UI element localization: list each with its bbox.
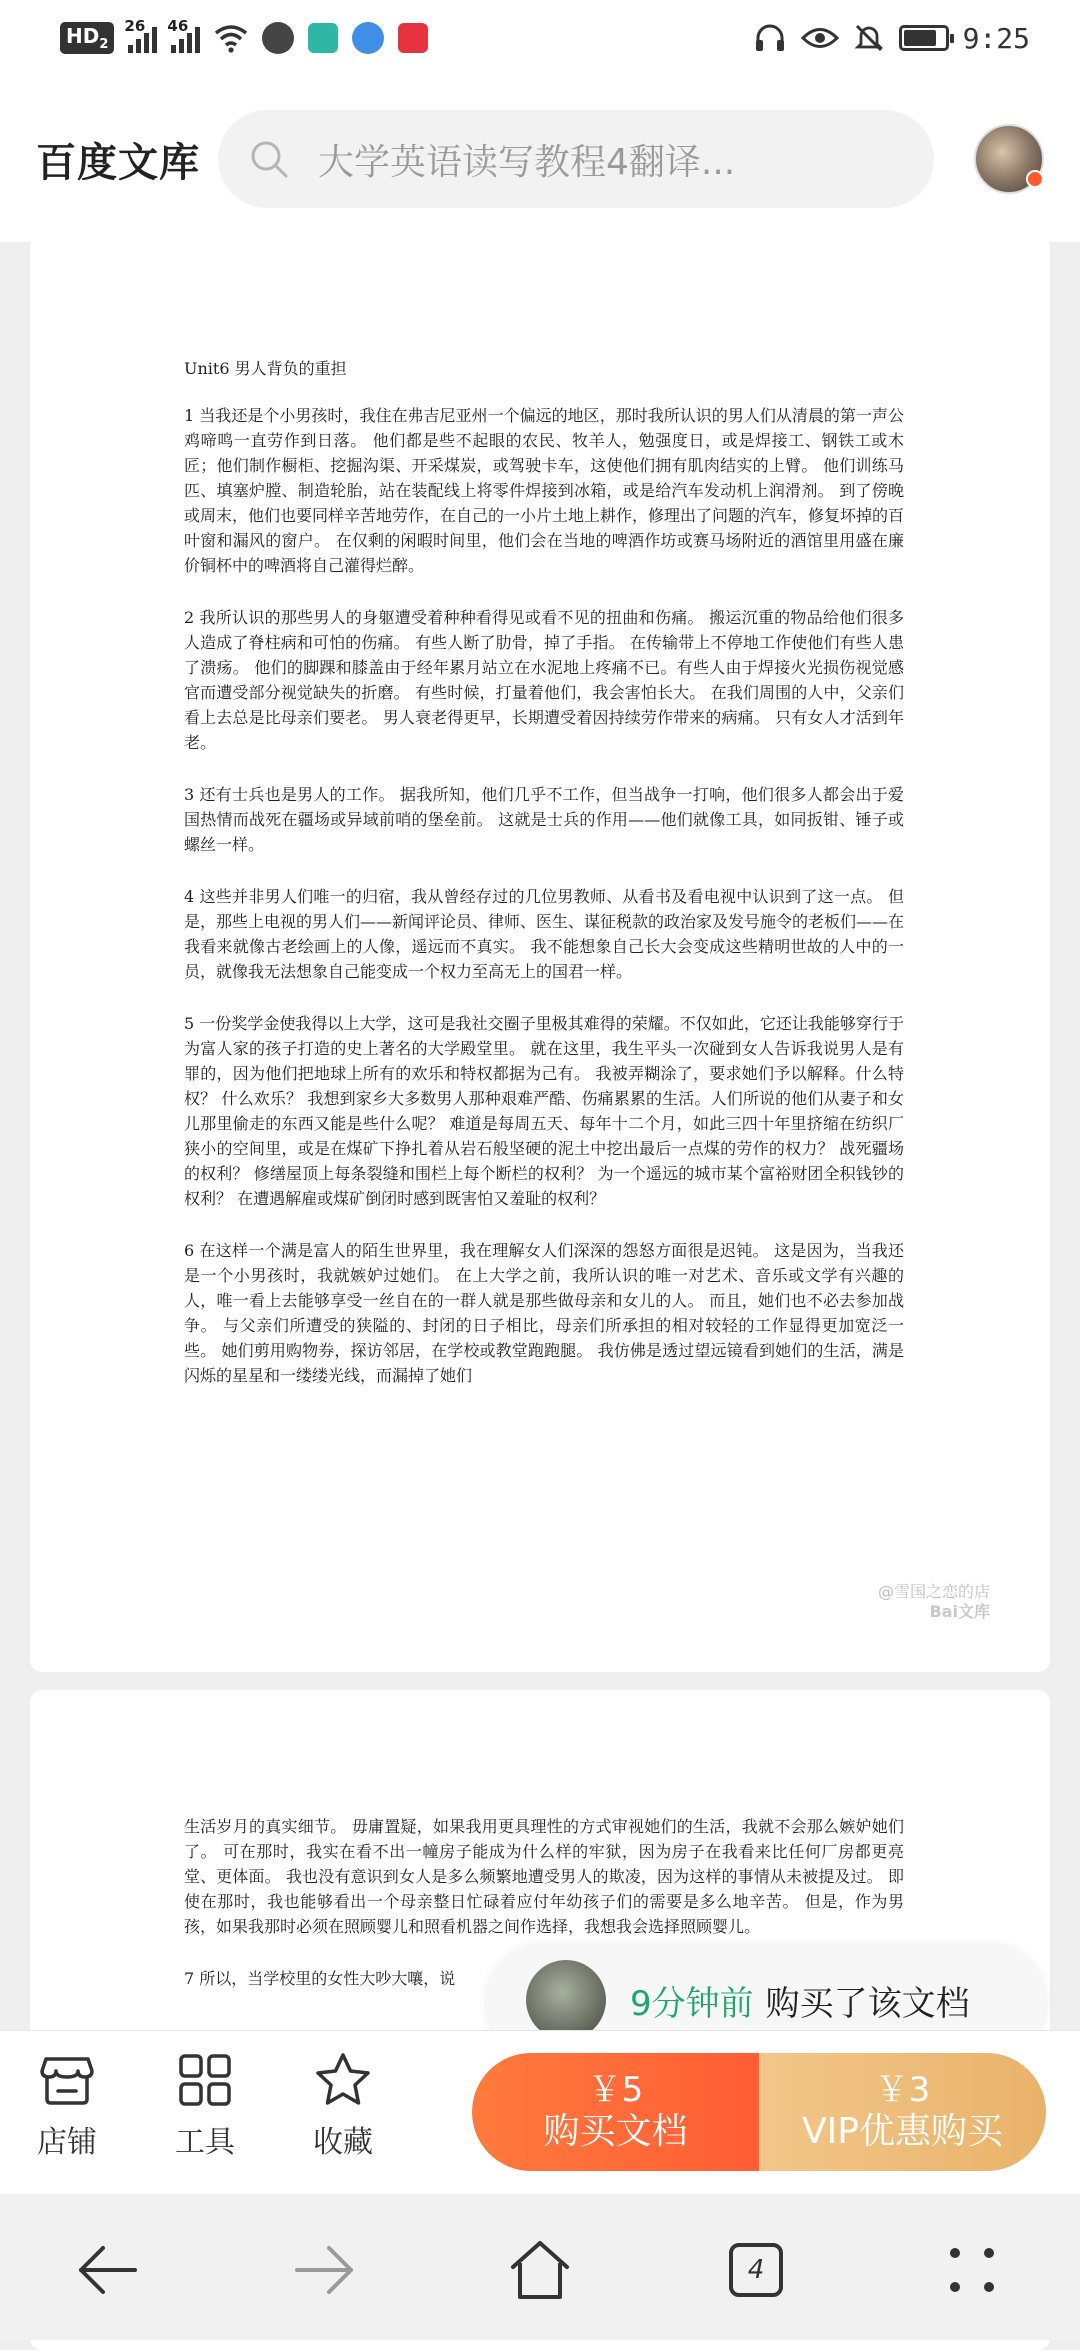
status-bar [0, 0, 1080, 76]
buy-label: 购买文档 [543, 2111, 688, 2152]
shop-icon [38, 2051, 96, 2109]
grid-icon [176, 2051, 234, 2109]
search-bar[interactable] [218, 110, 934, 208]
paragraph-3: 3 还有士兵也是男人的工作。 据我所知，他们几乎不工作，但当战争一打响，他们很多人都会出于爱国热情而战死在疆场或异域前哨的堡垒前。 这就是士兵的作用——他们就像工具，如同扳钳、锤子或螺丝一样。 [184, 785, 904, 854]
watermark [878, 1582, 990, 1622]
header [0, 76, 1080, 242]
star-icon [314, 2051, 372, 2109]
back-button[interactable] [72, 2234, 144, 2306]
bell-off-icon [853, 22, 885, 54]
tencent-app-icon [308, 23, 338, 53]
search-icon [248, 138, 290, 180]
status-left [60, 17, 428, 54]
ball-app-icon [352, 22, 384, 54]
vip-label: VIP优惠购买 [802, 2111, 1003, 2152]
paragraph-2: 2 我所认识的那些男人的身躯遭受着种种看得见或看不见的扭曲和伤痛。 搬运沉重的物品给他们很多人造成了脊柱病和可怕的伤痛。 有些人断了肋骨，掉了手指。 在传输带上不停地工作使他们有些人患了溃疡。 他们的脚踝和膝盖由于经年累月站立在水泥地上疼痛不已。有些人由于焊接火光损伤视觉感官而遭受部分视觉缺失的折磨。 有些时候，打量着他们，我会害怕长大。 在我们周围的人中，父亲们看上去总是比母亲们要老。 男人衰老得更早，长期遭受着因持续劳作带来的病痛。 只有女人才活到年老。 [184, 608, 904, 752]
forward-button[interactable] [288, 2234, 360, 2306]
document-body [184, 356, 904, 1415]
buyer-avatar [526, 1960, 606, 2040]
home-button[interactable] [504, 2234, 576, 2306]
user-avatar[interactable] [974, 124, 1044, 194]
clock: 9:25 [962, 21, 1030, 55]
paragraph-1: 1 当我还是个小男孩时，我住在弗吉尼亚州一个偏远的地区，那时我所认识的男人们从清晨的第一声公鸡啼鸣一直劳作到日落。 他们都是些不起眼的农民、牧羊人，勉强度日，或是焊接工、钢铁工或木匠；他们制作橱柜、挖掘沟渠、开采煤炭，或驾驶卡车，这使他们拥有肌肉结实的上臂。 他们训练马匹、填塞炉膛、制造轮胎，站在装配线上将零件焊接到冰箱，或是给汽车发动机上润滑剂。 到了傍晚或周末，他们也要同样辛苦地劳作，在自己的一小片土地上耕作，修理出了问题的汽车，修复坏掉的百叶窗和漏风的窗户。 在仅剩的闲暇时间里，他们会在当地的啤酒作坊或赛马场附近的酒馆里用盛在廉价铜杯中的啤酒将自己灌得烂醉。 [184, 406, 905, 575]
tools-button[interactable] [150, 2051, 260, 2161]
headset-icon [753, 22, 787, 54]
wifi-icon [214, 23, 248, 53]
toast-message: 购买了该文档 [765, 1983, 970, 2024]
more-icon [939, 2237, 1005, 2303]
paragraph-6: 6 在这样一个满是富人的陌生世界里，我在理解女人们深深的怨怒方面很是迟钝。 这是因为，当我还是一个小男孩时，我就嫉妒过她们。 在上大学之前，我所认识的唯一对艺术、音乐或文学有兴趣的人，唯一看上去能够享受一丝自在的一群人就是那些做母亲和女儿的人。 而且，她们也不必去参加战争。 与父亲们所遭受的狭隘的、封闭的日子相比，母亲们所承担的相对较轻的工作显得更加宽泛一些。 她们剪用购物券，探访邻居，在学校或教堂跑跑腿。 我仿佛是透过望远镜看到她们的生活，满是闪烁的星星和一缕缕光线，而漏掉了她们 [184, 1241, 904, 1385]
favorite-label: 收藏 [313, 2125, 373, 2160]
tabs-button[interactable] [720, 2234, 792, 2306]
tab-count-icon: 4 [729, 2243, 783, 2297]
heart-app-icon [398, 23, 428, 53]
toast-time: 9分钟前 [630, 1983, 754, 2024]
paragraph-4: 4 这些并非男人们唯一的归宿，我从曾经存过的几位男教师、从看书及看电视中认识到了这一点。 但是，那些上电视的男人们——新闻评论员、律师、医生、谋征税款的政治家及发号施令的老板们——在我看来就像古老绘画上的人像，遥远而不真实。 我不能想象自己长大会变成这些精明世故的人中的一员，就像我无法想象自己能变成一个权力至高无上的国君一样。 [184, 887, 905, 981]
document-title: Unit6 男人背负的重担 [184, 359, 347, 378]
document-page-1 [30, 242, 1050, 1672]
paragraph-continued: 生活岁月的真实细节。 毋庸置疑，如果我用更具理性的方式审视她们的生活，我就不会那么嫉妒她们了。 可在那时，我实在看不出一幢房子能成为什么样的牢狱，因为房子在我看来比任何厂房都更亮堂、更体面。 我也没有意识到女人是多么频繁地遭受男人的欺凌，因为这样的事情从未被提及过。 即使在那时，我也能够看出一个母亲整日忙碌着应付年幼孩子们的需要是多么地辛苦。 但是，作为男孩，如果我那时必须在照顾婴儿和照看机器之间作选择，我想我会选择照顾婴儿。 [184, 1817, 904, 1936]
vip-price: ￥3 [874, 2070, 931, 2110]
buy-document-button[interactable] [472, 2053, 759, 2171]
watermark-logo: Bai文库 [929, 1602, 990, 1621]
shop-label: 店铺 [37, 2125, 97, 2160]
search-input[interactable]: 大学英语读写教程4翻译... [318, 141, 736, 183]
menu-button[interactable] [936, 2234, 1008, 2306]
tools-label: 工具 [175, 2125, 235, 2160]
battery-icon [899, 25, 949, 51]
home-icon [507, 2237, 573, 2303]
notification-dot [1026, 170, 1044, 188]
globe-app-icon [262, 22, 294, 54]
paragraph-7: 7 所以，当学校里的女性大吵大嚷，说 [184, 1969, 456, 1988]
action-bar [0, 2030, 1080, 2194]
shop-button[interactable] [12, 2051, 122, 2161]
paragraph-5: 5 一份奖学金使我得以上大学，这可是我社交圈子里极其难得的荣耀。不仅如此，它还让我能够穿行于为富人家的孩子打造的史上著名的大学殿堂里。 就在这里，我生平头一次碰到女人告诉我说男人是有罪的，因为他们把地球上所有的欢乐和特权都据为己有。 我被弄糊涂了，要求她们予以解释。什么特权？ 什么欢乐？ 我想到家乡大多数男人那种艰难严酷、伤痛累累的生活。人们所说的他们从妻子和女儿那里偷走的东西又能是些什么呢？ 难道是每周五天、每年十二个月，如此三四十年里挤缩在纺织厂狭小的空间里，或是在煤矿下挣扎着从岩石般坚硬的泥土中挖出最后一点煤的劳作的权力？ 战死疆场的权利？ 修缮屋顶上每条裂缝和围栏上每个断栏的权利？ 为一个遥远的城市某个富裕财团全积钱钞的权利？ 在遭遇解雇或煤矿倒闭时感到既害怕又羞耻的权利？ [184, 1014, 904, 1208]
buy-button-group [472, 2053, 1046, 2171]
forward-arrow-icon [291, 2237, 357, 2303]
app-logo[interactable]: 百度文库 [36, 139, 200, 186]
signal-icon: 26 [128, 23, 157, 53]
eye-icon [801, 25, 839, 51]
vip-buy-button[interactable] [759, 2053, 1046, 2171]
signal-icon-2: 46 [171, 23, 200, 53]
back-arrow-icon [75, 2237, 141, 2303]
browser-nav-bar [0, 2194, 1080, 2340]
favorite-button[interactable] [288, 2051, 398, 2161]
hd-badge: $HD_2$ [60, 22, 114, 54]
buy-price: ￥5 [587, 2070, 644, 2110]
status-right [753, 22, 1030, 55]
watermark-user: @雪国之恋的店 [877, 1582, 990, 1601]
